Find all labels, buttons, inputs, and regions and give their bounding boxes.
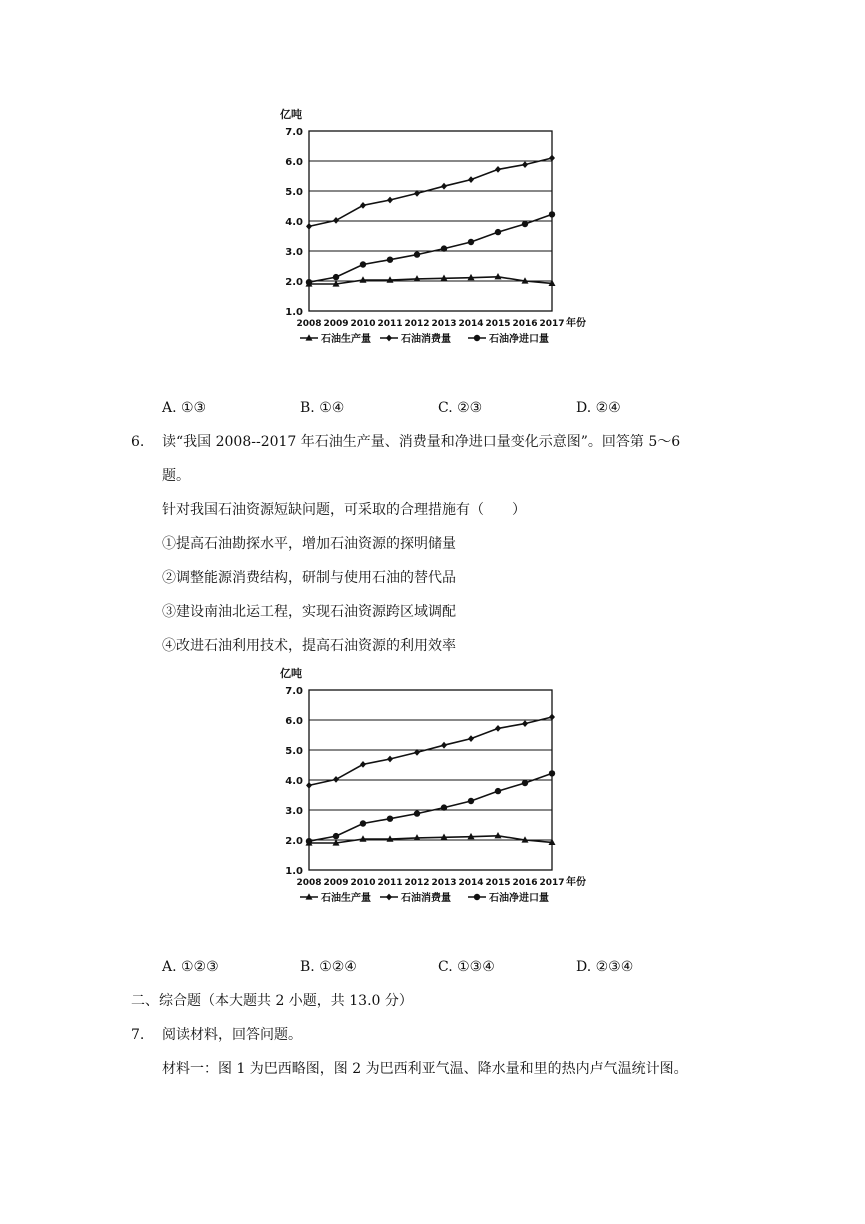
- y-tick-label: 5.0: [285, 187, 303, 198]
- legend-marker: [386, 335, 392, 342]
- data-point: [522, 161, 528, 168]
- x-tick-label: 2015: [485, 319, 511, 329]
- q5-option-c[interactable]: C. ②③: [438, 400, 483, 416]
- y-tick-label: 6.0: [285, 716, 303, 727]
- data-point: [495, 725, 501, 732]
- data-point: [387, 197, 393, 204]
- legend-item: [300, 332, 371, 345]
- data-point: [468, 239, 474, 245]
- q6-option-c[interactable]: C. ①③④: [438, 959, 495, 975]
- legend-marker: [474, 335, 480, 341]
- x-tick-label: 2011: [377, 319, 403, 329]
- legend-label: 石油消费量: [401, 893, 451, 904]
- legend-item: [468, 332, 549, 345]
- oil-chart-2: [268, 663, 593, 913]
- y-tick-label: 4.0: [285, 217, 303, 228]
- q6-option-b[interactable]: B. ①②④: [300, 959, 357, 975]
- q6-item-2: ②调整能源消费结构，研制与使用石油的替代品: [162, 570, 456, 586]
- q5-option-b[interactable]: B. ①④: [300, 400, 345, 416]
- legend-label: 石油净进口量: [489, 893, 549, 904]
- series-line: [309, 717, 552, 785]
- data-point: [549, 211, 555, 217]
- data-point: [333, 274, 339, 280]
- q7-number: 7.: [131, 1027, 145, 1043]
- data-point: [522, 720, 528, 727]
- data-point: [468, 798, 474, 804]
- data-point: [495, 788, 501, 794]
- legend-label: 石油净进口量: [489, 334, 549, 345]
- x-tick-label: 2010: [350, 878, 376, 888]
- q6-question: 针对我国石油资源短缺问题，可采取的合理措施有（ ）: [162, 502, 526, 518]
- legend-marker: [386, 894, 392, 901]
- data-point: [387, 756, 393, 763]
- section-heading: 二、综合题（本大题共 2 小题，共 13.0 分）: [131, 993, 413, 1009]
- series-1: [306, 273, 556, 287]
- data-point: [360, 261, 366, 267]
- y-tick-label: 4.0: [285, 776, 303, 787]
- series-3: [306, 770, 555, 844]
- data-point: [387, 257, 393, 263]
- y-tick-label: 6.0: [285, 157, 303, 168]
- data-point: [360, 761, 366, 768]
- q6-option-d[interactable]: D. ②③④: [576, 959, 634, 975]
- legend-item: [380, 891, 451, 904]
- legend-marker: [474, 894, 480, 900]
- x-tick-label: 2008: [296, 319, 322, 329]
- y-tick-label: 2.0: [285, 277, 303, 288]
- y-tick-label: 2.0: [285, 836, 303, 847]
- data-point: [441, 183, 447, 190]
- data-point: [306, 279, 312, 285]
- series-2: [306, 155, 555, 230]
- q6-item-3: ③建设南油北运工程，实现石油资源跨区域调配: [162, 604, 456, 620]
- data-point: [441, 245, 447, 251]
- series-line: [309, 214, 552, 282]
- y-tick-label: 5.0: [285, 746, 303, 757]
- y-axis-label: 亿吨: [280, 108, 302, 121]
- y-tick-label: 3.0: [285, 247, 303, 258]
- series-line: [309, 277, 552, 284]
- data-point: [495, 166, 501, 173]
- y-axis-label: 亿吨: [280, 667, 302, 680]
- x-axis-label: 年份: [566, 318, 586, 329]
- x-tick-label: 2016: [512, 878, 538, 888]
- x-tick-label: 2017: [539, 319, 565, 329]
- series-2: [306, 714, 555, 789]
- x-tick-label: 2013: [431, 878, 457, 888]
- data-point: [522, 780, 528, 786]
- legend-label: 石油消费量: [401, 334, 451, 345]
- legend-item: [468, 891, 549, 904]
- legend-item: [380, 332, 451, 345]
- y-tick-label: 7.0: [285, 127, 303, 138]
- data-point: [441, 804, 447, 810]
- data-point: [333, 833, 339, 839]
- data-point: [549, 770, 555, 776]
- oil-chart-svg: [268, 104, 593, 354]
- oil-chart-svg: [268, 663, 593, 913]
- q6-item-4: ④改进石油利用技术，提高石油资源的利用效率: [162, 638, 456, 654]
- x-tick-label: 2008: [296, 878, 322, 888]
- series-line: [309, 836, 552, 843]
- series-line: [309, 773, 552, 841]
- data-point: [522, 221, 528, 227]
- x-tick-label: 2010: [350, 319, 376, 329]
- data-point: [333, 217, 339, 224]
- q6-stem-line2: 题。: [162, 468, 190, 484]
- data-point: [549, 155, 555, 162]
- data-point: [468, 735, 474, 742]
- q6-option-a[interactable]: A. ①②③: [162, 959, 219, 975]
- x-tick-label: 2014: [458, 319, 484, 329]
- x-tick-label: 2014: [458, 878, 484, 888]
- x-tick-label: 2009: [323, 319, 349, 329]
- data-point: [549, 714, 555, 721]
- q7-material1: 材料一：图 1 为巴西略图，图 2 为巴西利亚气温、降水量和里的热内卢气温统计图。: [162, 1061, 688, 1077]
- legend-label: 石油生产量: [321, 893, 371, 904]
- x-axis-label: 年份: [566, 877, 586, 888]
- y-tick-label: 3.0: [285, 806, 303, 817]
- x-tick-label: 2012: [404, 319, 430, 329]
- x-tick-label: 2015: [485, 878, 511, 888]
- data-point: [495, 229, 501, 235]
- y-tick-label: 1.0: [285, 307, 303, 318]
- q5-option-a[interactable]: A. ①③: [162, 400, 207, 416]
- data-point: [306, 223, 312, 230]
- x-tick-label: 2013: [431, 319, 457, 329]
- data-point: [306, 782, 312, 789]
- series-line: [309, 158, 552, 226]
- data-point: [360, 820, 366, 826]
- q6-number: 6.: [131, 434, 145, 450]
- data-point: [414, 810, 420, 816]
- series-3: [306, 211, 555, 285]
- data-point: [306, 838, 312, 844]
- data-point: [441, 742, 447, 749]
- q6-stem-line1: 读“我国 2008--2017 年石油生产量、消费量和净进口量变化示意图”。回答第 5～6: [162, 434, 681, 450]
- y-tick-label: 1.0: [285, 866, 303, 877]
- data-point: [360, 202, 366, 209]
- x-tick-label: 2011: [377, 878, 403, 888]
- data-point: [468, 176, 474, 183]
- x-tick-label: 2017: [539, 878, 565, 888]
- x-tick-label: 2016: [512, 319, 538, 329]
- x-tick-label: 2012: [404, 878, 430, 888]
- q6-item-1: ①提高石油勘探水平，增加石油资源的探明储量: [162, 536, 456, 552]
- y-tick-label: 7.0: [285, 686, 303, 697]
- legend-item: [300, 891, 371, 904]
- legend-label: 石油生产量: [321, 334, 371, 345]
- data-point: [414, 251, 420, 257]
- oil-chart-1: [268, 104, 593, 354]
- q5-option-d[interactable]: D. ②④: [576, 400, 621, 416]
- data-point: [387, 816, 393, 822]
- x-tick-label: 2009: [323, 878, 349, 888]
- data-point: [333, 776, 339, 783]
- q7-stem: 阅读材料，回答问题。: [162, 1027, 302, 1043]
- series-1: [306, 832, 556, 846]
